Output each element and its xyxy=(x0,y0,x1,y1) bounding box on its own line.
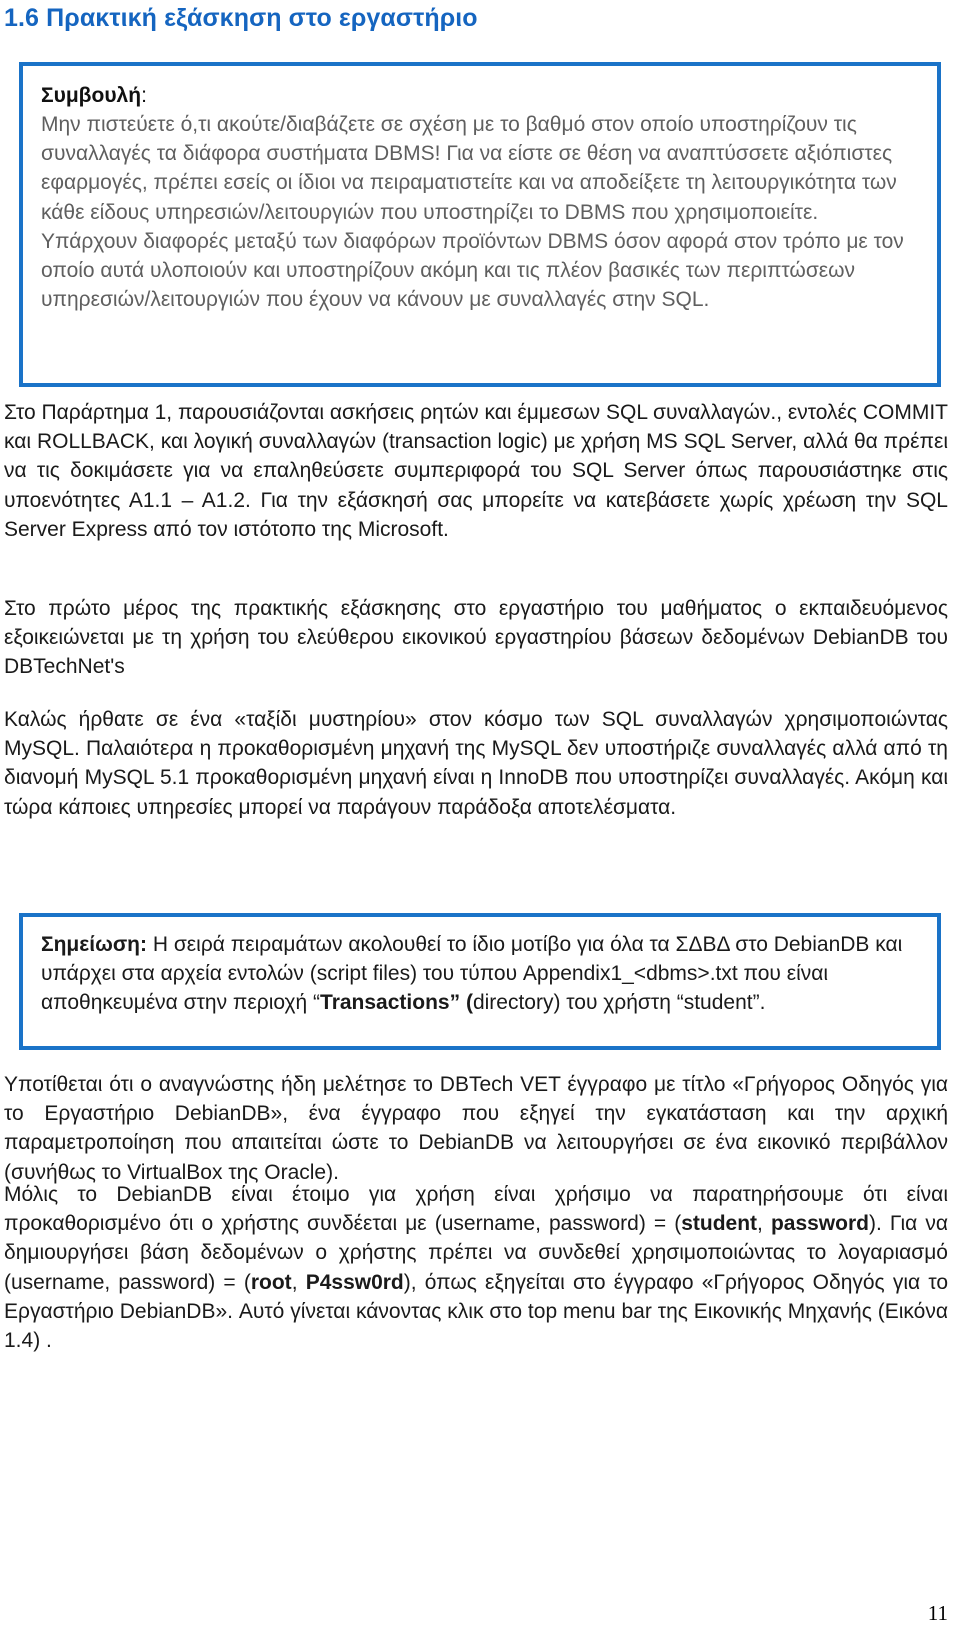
note-label: Σημείωση: xyxy=(41,933,148,956)
note-text-a: Η σειρά πειραμάτων ακολουθεί το ίδιο μοτίβο για όλα τα ΣΔΒΔ στο DebianDB και υπάρχει στα αρχεία εντολών (script files) του τύπου Appendix1_<dbms>.txt που είναι αποθηκευμένα στην περιοχή “ xyxy=(41,933,903,1014)
tip-title xyxy=(41,82,919,110)
note-callout-box xyxy=(19,913,941,1050)
root-username: root xyxy=(250,1270,292,1294)
credentials-text-c: ). Για να δημιουργήσει βάση δεδομένων ο χρήστης πρέπει να συνδεθεί χρησιμοποιώντας το λογαριασμό (username, password) = ( xyxy=(4,1212,949,1294)
assumed-paragraph: Υποτίθεται ότι ο αναγνώστης ήδη μελέτησε το DBTech VET έγγραφο με τίτλο «Γρήγορος Οδηγός για το Εργαστήριο DebianDB», ένα έγγραφο που εξηγεί την εγκατάσταση και την αρχική παραμετροποίηση που απαιτείται ώστε το DebianDB να λειτουργήσει σε ένα εικονικό περιβάλλον (συνήθως το VirtualBox της Oracle). xyxy=(4,1073,948,1184)
tip-label: Συμβουλή xyxy=(41,84,142,107)
first-part-paragraph: Στο πρώτο μέρος της πρακτικής εξάσκησης στο εργαστήριο του μαθήματος ο εκπαιδευόμενος εξοικειώνεται με τη χρήση του ελεύθερου εικονικού εργαστηρίου βάσεων δεδομένων DebianDB του DBTechNet's xyxy=(4,597,948,679)
appendix-paragraph: Στο Παράρτημα 1, παρουσιάζονται ασκήσεις ρητών και έμμεσων SQL συναλλαγών., εντολές COMMIT και ROLLBACK, και λογική συναλλαγών (transaction logic) με χρήση MS SQL Server, αλλά θα πρέπει να τις δοκιμάσετε για να επαληθεύσετε συμπεριφορά του SQL Server όπως παρουσιάστηκε στις υποενότητες Α1.1 – Α1.2. Για την εξάσκησή σας μπορείτε να κατεβάσετε χωρίς χρέωση την SQL Server Express από τον ιστότοπο της Microsoft. xyxy=(4,401,948,541)
page-number: 11 xyxy=(927,1601,948,1625)
default-username: student xyxy=(681,1212,758,1236)
root-password: P4ssw0rd xyxy=(305,1270,404,1294)
tip-callout-box xyxy=(19,62,941,387)
welcome-paragraph: Καλώς ήρθατε σε ένα «ταξίδι μυστηρίου» στον κόσμο των SQL συναλλαγών χρησιμοποιώντας MySQL. Παλαιότερα η προκαθορισμένη μηχανή της MySQL δεν υποστήριζε συναλλαγές αλλά από τη διανομή MySQL 5.1 προκαθορισμένη μηχανή είναι η InnoDB που υποστηρίζει συναλλαγές. Ακόμη και τώρα κάποιες υπηρεσίες μπορεί να παράγουν παράδοξα αποτελέσματα. xyxy=(4,708,948,819)
credentials-text-a: Μόλις το DebianDB είναι έτοιμο για χρήση είναι χρήσιμο να παρατηρήσουμε ότι είναι προκαθορισμένο ότι ο χρήστης συνδέεται με (username, password) = ( xyxy=(4,1183,948,1236)
credentials-paragraph xyxy=(4,1180,948,1355)
tip-colon: : xyxy=(141,84,147,107)
credentials-text-e: ), όπως εξηγείται στο έγγραφο «Γρήγορος Οδηγός για το Εργαστήριο DebianDB». Αυτό γίνεται κάνοντας κλικ στο top menu bar της Εικονικής Μηχανής (Εικόνα 1.4) . xyxy=(4,1270,948,1353)
credentials-sep-1: , xyxy=(757,1212,771,1236)
default-password: password xyxy=(770,1212,869,1236)
note-text-b: directory) του χρήστη “student”. xyxy=(472,991,766,1014)
tip-text: Μην πιστεύετε ό,τι ακούτε/διαβάζετε σε σχέση με το βαθμό στον οποίο υποστηρίζουν τις συναλλαγές τα διάφορα συστήματα DBMS! Για να είστε σε θέση να αναπτύσσετε αξιόπιστες εφαρμογές, πρέπει εσείς οι ίδιοι να πειραματιστείτε και να αποδείξετε τη λειτουργικότητα των κάθε είδους υπηρεσιών/λειτουργιών που υποστηρίζει το DBMS που χρησιμοποιείτε. Υπάρχουν διαφορές μεταξύ των διαφόρων προϊόντων DBMS όσον αφορά στον τρόπο με τον οποίο αυτά υλοποιούν και υποστηρίζουν ακόμη και τις πλέον βασικές των περιπτώσεων υπηρεσιών/λειτουργιών που έχουν να κάνουν με συναλλαγές στην SQL. xyxy=(41,113,904,312)
note-paren: ( xyxy=(465,991,473,1014)
note-directory-name: Transactions” xyxy=(320,991,461,1014)
credentials-sep-2: , xyxy=(291,1270,306,1294)
section-heading: 1.6 Πρακτική εξάσκηση στο εργαστήριο xyxy=(4,4,478,32)
